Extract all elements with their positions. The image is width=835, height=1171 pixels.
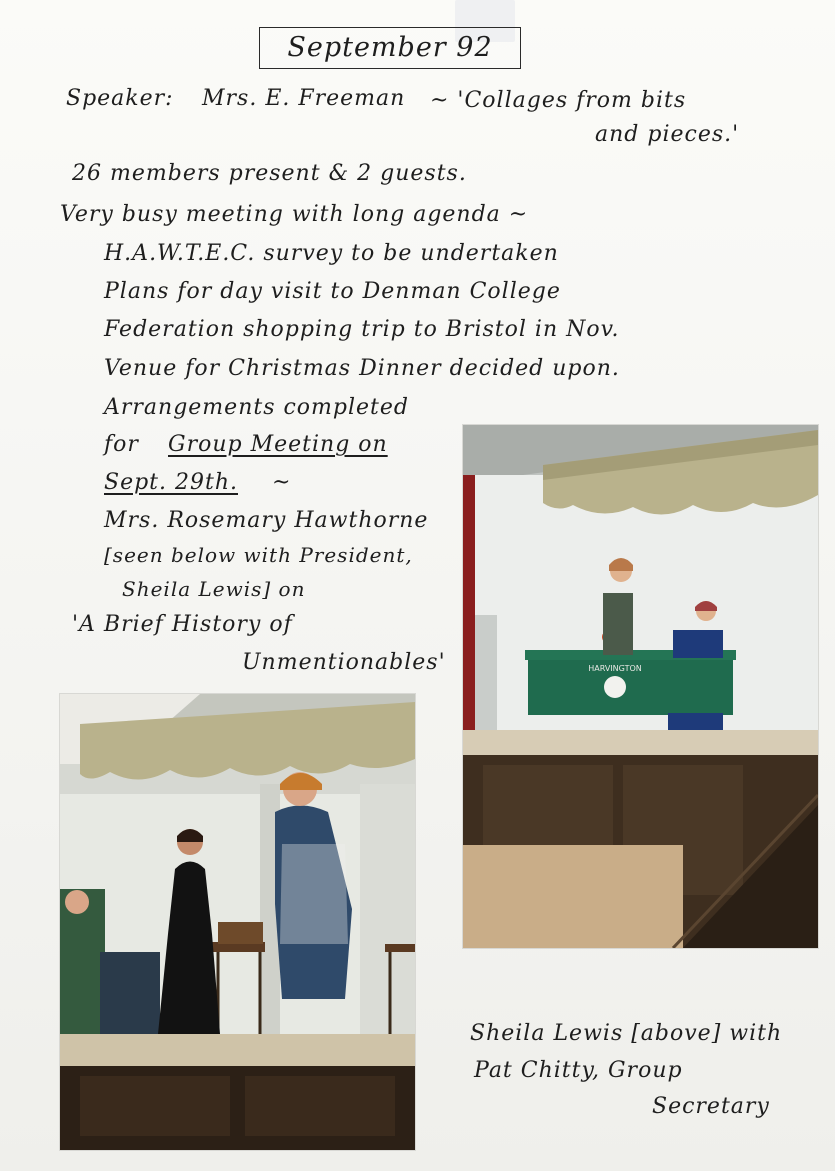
photo-caption-line1: Sheila Lewis [above] with [470, 1021, 783, 1046]
agenda-item: H.A.W.T.E.C. survey to be undertaken [104, 241, 559, 266]
guest-talk-title1: 'A Brief History of [72, 612, 293, 637]
tilde-mark: ~ [272, 470, 292, 495]
table-banner-text: HARVINGTON [588, 664, 642, 673]
agenda-item: Federation shopping trip to Bristol in Nov. [104, 317, 620, 342]
talk-title-line1: ~ 'Collages from bits [430, 88, 687, 113]
talk-title-line2: and pieces.' [595, 122, 740, 147]
page-title: September 92 [259, 27, 521, 69]
photo-caption-line2: Pat Chitty, Group [474, 1058, 683, 1083]
arrangements-line1: Arrangements completed [104, 395, 409, 420]
stage-photo-top [463, 425, 818, 948]
guest-note-line2: Sheila Lewis] on [122, 577, 306, 601]
guest-note-line1: [seen below with President, [104, 543, 413, 567]
speaker-name: Mrs. E. Freeman [202, 86, 406, 111]
stage-photo-bottom [60, 694, 415, 1150]
group-meeting-text: Group Meeting on [168, 432, 388, 457]
arrangements-for: for [104, 432, 139, 457]
agenda-item: Plans for day visit to Denman College [104, 279, 561, 304]
photo-caption-line3: Secretary [652, 1094, 770, 1119]
meeting-date: Sept. 29th. [104, 470, 238, 495]
agenda-item: Venue for Christmas Dinner decided upon. [104, 356, 620, 381]
meeting-note: Very busy meeting with long agenda ~ [60, 202, 529, 227]
speaker-label: Speaker: [66, 86, 174, 111]
guest-speaker-name: Mrs. Rosemary Hawthorne [104, 508, 429, 533]
attendance-text: 26 members present & 2 guests. [72, 161, 467, 186]
guest-talk-title2: Unmentionables' [242, 650, 446, 675]
